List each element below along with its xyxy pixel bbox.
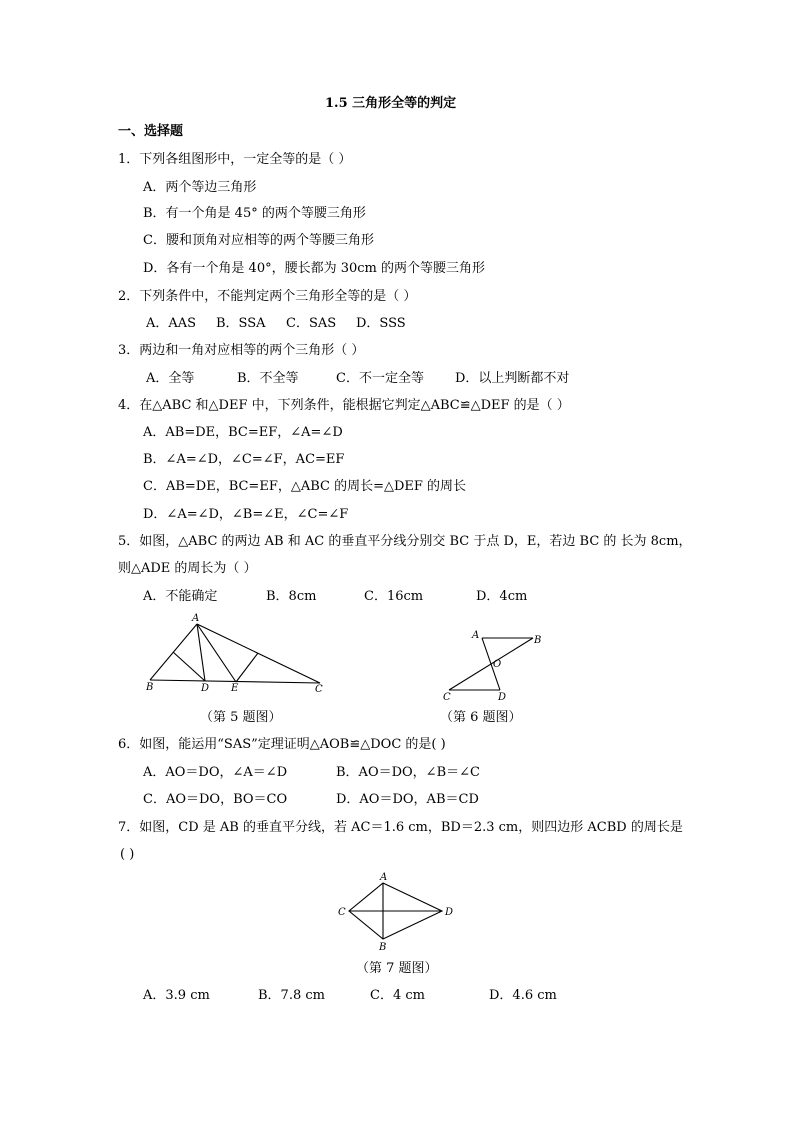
fig5-label-b: B bbox=[146, 682, 154, 693]
q7-stem-line2: ( ) bbox=[120, 847, 135, 862]
section-heading: 一、选择题 bbox=[118, 124, 184, 139]
q3-option-a: A．全等 bbox=[146, 371, 195, 386]
fig6-caption: （第 6 题图） bbox=[440, 710, 522, 725]
fig5-label-a: A bbox=[192, 613, 200, 624]
q5-stem-line1: 5．如图，△ABC 的两边 AB 和 AC 的垂直平分线分别交 BC 于点 D，E，若边 BC 的 长为 8cm， bbox=[118, 534, 692, 549]
q6-option-b: B．AO＝DO，∠B＝∠C bbox=[336, 765, 480, 780]
q5-option-c: C．16cm bbox=[364, 589, 424, 604]
q7-stem-line1: 7．如图，CD 是 AB 的垂直平分线，若 AC＝1.6 cm，BD＝2.3 cm，则四边形 ACBD 的周长是 bbox=[118, 820, 683, 835]
q5-option-d: D．4cm bbox=[476, 589, 528, 604]
page-title: 1.5 三角形全等的判定 bbox=[325, 96, 457, 111]
q7-option-a: A．3.9 cm bbox=[143, 988, 210, 1003]
q2-stem: 2．下列条件中，不能判定两个三角形全等的是（ ） bbox=[118, 289, 417, 304]
q3-option-d: D．以上判断都不对 bbox=[455, 371, 570, 386]
fig7-caption: （第 7 题图） bbox=[356, 961, 438, 976]
q6-option-a: A．AO＝DO，∠A＝∠D bbox=[143, 765, 288, 780]
q2-option-b: B．SSA bbox=[216, 316, 266, 331]
q2-option-d: D．SSS bbox=[356, 316, 406, 331]
fig7-label-b: B bbox=[379, 942, 387, 953]
q2-option-a: A．AAS bbox=[146, 316, 197, 331]
fig6-label-a: A bbox=[472, 630, 480, 641]
q6-option-d: D．AO＝DO，AB＝CD bbox=[336, 792, 479, 807]
q3-option-b: B．不全等 bbox=[237, 371, 299, 386]
q6-option-c: C．AO＝DO，BO＝CO bbox=[143, 792, 288, 807]
q3-stem: 3．两边和一角对应相等的两个三角形（ ） bbox=[118, 343, 365, 358]
fig5-label-d: D bbox=[201, 683, 210, 694]
q2-option-c: C．SAS bbox=[286, 316, 337, 331]
q3-option-c: C．不一定全等 bbox=[336, 371, 424, 386]
q4-option-a: A．AB=DE，BC=EF，∠A=∠D bbox=[143, 425, 343, 440]
fig6-label-d: D bbox=[498, 692, 507, 703]
q7-option-c: C．4 cm bbox=[370, 988, 425, 1003]
q1-stem: 1．下列各组图形中，一定全等的是（ ） bbox=[118, 152, 352, 167]
q4-option-b: B．∠A=∠D，∠C=∠F，AC=EF bbox=[143, 452, 345, 467]
fig7-label-c: C bbox=[338, 907, 346, 918]
q4-stem: 4．在△ABC 和△DEF 中，下列条件，能根据它判定△ABC≌△DEF 的是（ ） bbox=[118, 398, 570, 413]
q5-stem-line2: 则△ADE 的周长为（ ） bbox=[118, 561, 257, 576]
q5-option-a: A．不能确定 bbox=[143, 589, 218, 604]
q1-option-a: A．两个等边三角形 bbox=[143, 180, 257, 195]
fig6-label-o: O bbox=[493, 659, 502, 670]
fig6-label-b: B bbox=[534, 635, 542, 646]
fig6-label-c: C bbox=[443, 692, 451, 703]
q7-option-d: D．4.6 cm bbox=[489, 988, 557, 1003]
fig5-label-e: E bbox=[231, 683, 239, 694]
fig5-label-c: C bbox=[315, 684, 323, 695]
q4-option-d: D．∠A=∠D，∠B=∠E，∠C=∠F bbox=[143, 507, 349, 522]
fig5-caption: （第 5 题图） bbox=[200, 710, 282, 725]
q5-option-b: B．8cm bbox=[266, 589, 317, 604]
q1-option-d: D．各有一个角是 40°，腰长都为 30cm 的两个等腰三角形 bbox=[143, 261, 486, 276]
q4-option-c: C．AB=DE，BC=EF，△ABC 的周长=△DEF 的周长 bbox=[143, 479, 467, 494]
q1-option-b: B．有一个角是 45° 的两个等腰三角形 bbox=[143, 206, 366, 221]
q7-option-b: B．7.8 cm bbox=[258, 988, 325, 1003]
q6-stem: 6．如图，能运用“SAS”定理证明△AOB≌△DOC 的是( ) bbox=[118, 737, 446, 752]
fig7-label-d: D bbox=[445, 907, 454, 918]
fig7-label-a: A bbox=[380, 872, 388, 883]
q1-option-c: C．腰和顶角对应相等的两个等腰三角形 bbox=[143, 233, 374, 248]
